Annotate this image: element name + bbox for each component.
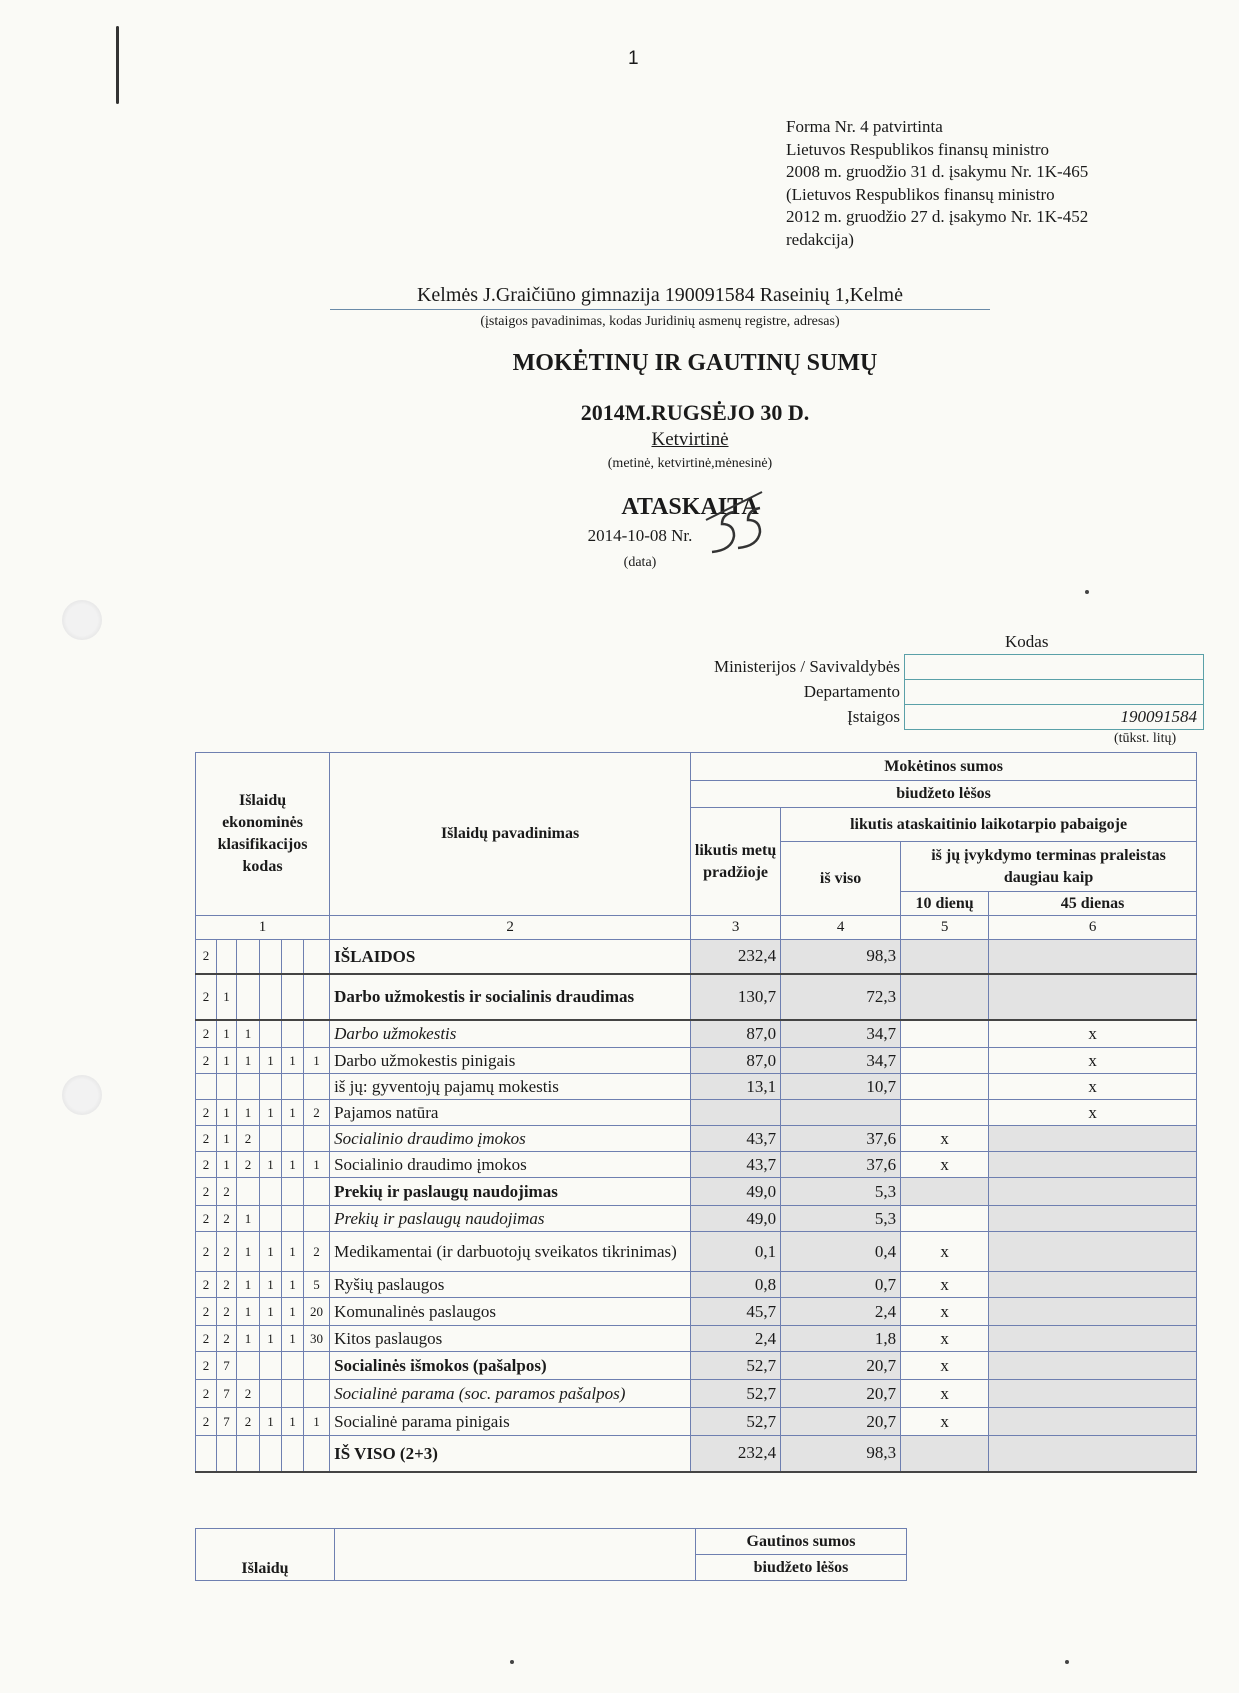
start-balance-cell: 130,7 — [691, 974, 781, 1020]
code-value — [905, 680, 1204, 705]
overdue-10-days-cell — [901, 1048, 989, 1074]
code-digit-cell — [304, 1206, 330, 1232]
code-value — [905, 655, 1204, 680]
code-value: 190091584 — [905, 705, 1204, 730]
expense-name-cell: Kitos paslaugos — [330, 1326, 691, 1352]
expense-name-cell: Socialinės išmokos (pašalpos) — [330, 1352, 691, 1380]
code-digit-cell: 2 — [217, 1298, 237, 1326]
code-digit-cell: 1 — [260, 1232, 282, 1272]
header-start: likutis metų pradžioje — [691, 808, 781, 916]
code-digit-cell — [217, 1436, 237, 1472]
header-name-empty — [335, 1529, 696, 1581]
code-digit-cell: 2 — [237, 1408, 260, 1436]
end-balance-cell: 98,3 — [781, 1436, 901, 1472]
code-digit-cell: 1 — [217, 1020, 237, 1048]
code-digit-cell: 2 — [217, 1232, 237, 1272]
code-digit-cell: 30 — [304, 1326, 330, 1352]
code-digit-cell: 20 — [304, 1298, 330, 1326]
code-digit-cell: 1 — [237, 1100, 260, 1126]
header-name: Išlaidų pavadinimas — [330, 753, 691, 916]
header-end: likutis ataskaitinio laikotarpio pabaigoje — [781, 808, 1197, 842]
end-balance-cell: 5,3 — [781, 1206, 901, 1232]
code-digit-cell: 2 — [196, 1100, 217, 1126]
start-balance-cell: 87,0 — [691, 1020, 781, 1048]
column-number: 2 — [330, 916, 691, 940]
overdue-45-days-cell: x — [989, 1100, 1197, 1126]
table-row — [196, 1126, 1197, 1152]
code-digit-cell: 2 — [196, 1206, 217, 1232]
period-caption: (metinė, ketvirtinė,mėnesinė) — [607, 456, 773, 471]
end-balance-cell: 34,7 — [781, 1048, 901, 1074]
code-digit-cell — [304, 1380, 330, 1408]
overdue-10-days-cell: x — [901, 1126, 989, 1152]
code-digit-cell: 1 — [260, 1326, 282, 1352]
code-digit-cell: 1 — [237, 1298, 260, 1326]
table-row — [196, 1048, 1197, 1074]
code-digit-cell — [260, 1178, 282, 1206]
overdue-45-days-cell — [989, 1380, 1197, 1408]
code-digit-cell: 1 — [282, 1152, 304, 1178]
header-budget: biudžeto lėšos — [691, 781, 1197, 808]
expense-name-cell: Medikamentai (ir darbuotojų sveikatos tikrinimas) — [330, 1232, 691, 1272]
table-row — [196, 1298, 1197, 1326]
code-digit-cell: 2 — [304, 1232, 330, 1272]
start-balance-cell: 49,0 — [691, 1178, 781, 1206]
code-digit-cell: 2 — [196, 1380, 217, 1408]
end-balance-cell: 20,7 — [781, 1380, 901, 1408]
end-balance-cell: 37,6 — [781, 1152, 901, 1178]
code-digit-cell: 1 — [260, 1100, 282, 1126]
code-digit-cell — [237, 1352, 260, 1380]
expense-name-cell: Socialinė parama (soc. paramos pašalpos) — [330, 1380, 691, 1408]
approval-line: Forma Nr. 4 patvirtinta — [786, 117, 943, 136]
table-row — [196, 940, 1197, 974]
code-digit-cell: 2 — [196, 1126, 217, 1152]
code-digit-cell — [304, 1074, 330, 1100]
table-row — [196, 1100, 1197, 1126]
code-digit-cell: 2 — [196, 1408, 217, 1436]
handwritten-number-signature — [704, 490, 774, 560]
code-label: Įstaigos — [847, 707, 900, 726]
table-row — [196, 1020, 1197, 1048]
code-digit-cell: 1 — [237, 1020, 260, 1048]
column-numbers-row — [196, 916, 1197, 940]
code-digit-cell: 1 — [260, 1152, 282, 1178]
institution-caption: (įstaigos pavadinimas, kodas Juridinių asmenų registre, adresas) — [480, 314, 840, 329]
start-balance-cell: 232,4 — [691, 940, 781, 974]
code-digit-cell: 2 — [196, 1272, 217, 1298]
code-digit-cell — [237, 1436, 260, 1472]
code-digit-cell: 1 — [304, 1048, 330, 1074]
column-number: 3 — [691, 916, 781, 940]
expense-name-cell: IŠ VISO (2+3) — [330, 1436, 691, 1472]
expense-name-cell: Socialinė parama pinigais — [330, 1408, 691, 1436]
overdue-10-days-cell — [901, 1100, 989, 1126]
code-digit-cell — [304, 1436, 330, 1472]
code-digit-cell — [282, 1352, 304, 1380]
column-number: 1 — [196, 916, 330, 940]
column-number: 4 — [781, 916, 901, 940]
column-number: 5 — [901, 916, 989, 940]
end-balance-cell: 98,3 — [781, 940, 901, 974]
end-balance-cell — [781, 1100, 901, 1126]
code-digit-cell — [282, 1206, 304, 1232]
code-digit-cell: 7 — [217, 1408, 237, 1436]
scan-speck — [1065, 1660, 1069, 1664]
table-row — [196, 1436, 1197, 1472]
end-balance-cell: 20,7 — [781, 1352, 901, 1380]
end-balance-cell: 10,7 — [781, 1074, 901, 1100]
start-balance-cell: 2,4 — [691, 1326, 781, 1352]
code-digit-cell: 1 — [237, 1272, 260, 1298]
code-digit-cell: 1 — [217, 1152, 237, 1178]
start-balance-cell: 43,7 — [691, 1126, 781, 1152]
code-digit-cell — [282, 974, 304, 1020]
code-digit-cell — [304, 1020, 330, 1048]
approval-note — [786, 116, 1088, 251]
code-digit-cell — [282, 1436, 304, 1472]
table-row — [196, 974, 1197, 1020]
code-digit-cell: 1 — [237, 1048, 260, 1074]
overdue-45-days-cell — [989, 1298, 1197, 1326]
code-digit-cell: 1 — [304, 1408, 330, 1436]
code-digit-cell: 7 — [217, 1380, 237, 1408]
code-digit-cell: 2 — [237, 1126, 260, 1152]
end-balance-cell: 0,7 — [781, 1272, 901, 1298]
code-digit-cell — [260, 1352, 282, 1380]
code-digit-cell — [260, 1380, 282, 1408]
header-10-days: 10 dienų — [901, 892, 989, 916]
overdue-45-days-cell — [989, 1232, 1197, 1272]
code-digit-cell: 2 — [196, 1178, 217, 1206]
overdue-45-days-cell — [989, 1126, 1197, 1152]
overdue-45-days-cell — [989, 1272, 1197, 1298]
overdue-10-days-cell: x — [901, 1352, 989, 1380]
code-digit-cell: 2 — [196, 1298, 217, 1326]
overdue-10-days-cell: x — [901, 1380, 989, 1408]
code-digit-cell: 1 — [217, 1048, 237, 1074]
overdue-10-days-cell — [901, 1020, 989, 1048]
payables-table — [195, 752, 1197, 1473]
header-overdue: iš jų įvykdymo terminas praleistas daugiau kaip — [901, 842, 1197, 892]
approval-line: redakcija) — [786, 229, 854, 249]
table-row — [196, 1380, 1197, 1408]
expense-name-cell: Socialinio draudimo įmokos — [330, 1152, 691, 1178]
code-digit-cell — [260, 1126, 282, 1152]
overdue-10-days-cell: x — [901, 1152, 989, 1178]
code-digit-cell: 2 — [196, 940, 217, 974]
code-digit-cell: 2 — [196, 1020, 217, 1048]
code-digit-cell: 2 — [237, 1152, 260, 1178]
code-digit-cell: 1 — [282, 1298, 304, 1326]
expense-name-cell: Komunalinės paslaugos — [330, 1298, 691, 1326]
overdue-10-days-cell: x — [901, 1232, 989, 1272]
code-digit-cell: 7 — [217, 1352, 237, 1380]
approval-line: (Lietuvos Respublikos finansų ministro — [786, 184, 1055, 204]
end-balance-cell: 72,3 — [781, 974, 901, 1020]
code-digit-cell — [260, 1074, 282, 1100]
start-balance-cell: 232,4 — [691, 1436, 781, 1472]
table-row — [196, 1152, 1197, 1178]
overdue-45-days-cell — [989, 1152, 1197, 1178]
code-digit-cell — [196, 1074, 217, 1100]
overdue-10-days-cell — [901, 1206, 989, 1232]
overdue-10-days-cell: x — [901, 1298, 989, 1326]
table-row — [196, 1408, 1197, 1436]
code-digit-cell — [282, 1126, 304, 1152]
overdue-10-days-cell: x — [901, 1272, 989, 1298]
end-balance-cell: 5,3 — [781, 1178, 901, 1206]
start-balance-cell: 52,7 — [691, 1352, 781, 1380]
codes-table — [560, 654, 1204, 730]
code-digit-cell — [237, 1074, 260, 1100]
code-digit-cell — [217, 940, 237, 974]
code-digit-cell: 1 — [217, 1126, 237, 1152]
code-label: Ministerijos / Savivaldybės — [713, 657, 900, 676]
table-row — [196, 1232, 1197, 1272]
units-note: (tūkst. litų) — [1114, 731, 1177, 746]
code-row — [560, 655, 1204, 680]
code-digit-cell: 1 — [217, 1100, 237, 1126]
start-balance-cell: 52,7 — [691, 1380, 781, 1408]
report-date-number: 2014-10-08 Nr. — [587, 526, 693, 545]
code-digit-cell: 2 — [196, 974, 217, 1020]
overdue-45-days-cell: x — [989, 1074, 1197, 1100]
code-digit-cell: 1 — [237, 1206, 260, 1232]
code-row — [560, 705, 1204, 730]
margin-mark — [116, 26, 119, 104]
end-balance-cell: 34,7 — [781, 1020, 901, 1048]
expense-name-cell: Ryšių paslaugos — [330, 1272, 691, 1298]
start-balance-cell: 0,8 — [691, 1272, 781, 1298]
page-number: 1 — [628, 48, 639, 69]
code-digit-cell — [217, 1074, 237, 1100]
code-digit-cell: 1 — [260, 1298, 282, 1326]
header-45-days: 45 dienas — [989, 892, 1197, 916]
institution-underline — [330, 309, 990, 310]
approval-line: Lietuvos Respublikos finansų ministro — [786, 139, 1050, 159]
code-digit-cell: 2 — [196, 1152, 217, 1178]
institution-name: Kelmės J.Graičiūno gimnazija 190091584 Raseinių 1,Kelmė — [416, 284, 903, 306]
code-digit-cell: 1 — [260, 1272, 282, 1298]
approval-line: 2008 m. gruodžio 31 d. įsakymu Nr. 1K-465 — [786, 162, 1089, 181]
start-balance-cell: 0,1 — [691, 1232, 781, 1272]
overdue-45-days-cell: x — [989, 1020, 1197, 1048]
header-budget: biudžeto lėšos — [696, 1555, 907, 1581]
codes-header: Kodas — [1005, 632, 1049, 651]
code-digit-cell — [304, 1352, 330, 1380]
header-payable: Mokėtinos sumos — [691, 753, 1197, 781]
end-balance-cell: 2,4 — [781, 1298, 901, 1326]
code-digit-cell: 2 — [196, 1326, 217, 1352]
period-value: Ketvirtinė — [651, 429, 729, 450]
code-digit-cell — [237, 974, 260, 1020]
table-row — [196, 1178, 1197, 1206]
code-digit-cell — [260, 974, 282, 1020]
code-label: Departamento — [803, 682, 900, 701]
code-digit-cell: 1 — [260, 1048, 282, 1074]
code-digit-cell: 5 — [304, 1272, 330, 1298]
punch-hole — [62, 600, 102, 640]
code-digit-cell: 2 — [196, 1048, 217, 1074]
code-digit-cell: 2 — [217, 1272, 237, 1298]
overdue-45-days-cell — [989, 940, 1197, 974]
code-digit-cell: 2 — [304, 1100, 330, 1126]
expense-name-cell: Darbo užmokestis — [330, 1020, 691, 1048]
expense-name-cell: Prekių ir paslaugų naudojimas — [330, 1206, 691, 1232]
expense-name-cell: Socialinio draudimo įmokos — [330, 1126, 691, 1152]
table-row — [196, 1206, 1197, 1232]
code-digit-cell: 2 — [217, 1326, 237, 1352]
code-digit-cell: 1 — [237, 1326, 260, 1352]
code-digit-cell — [304, 1178, 330, 1206]
code-digit-cell: 1 — [282, 1048, 304, 1074]
code-digit-cell — [260, 1206, 282, 1232]
code-digit-cell: 1 — [217, 974, 237, 1020]
start-balance-cell: 49,0 — [691, 1206, 781, 1232]
header-code: Išlaidų — [196, 1529, 335, 1581]
table-row — [196, 1326, 1197, 1352]
code-digit-cell: 1 — [282, 1326, 304, 1352]
code-digit-cell — [282, 1178, 304, 1206]
header-receivable: Gautinos sumos — [696, 1529, 907, 1555]
code-digit-cell — [196, 1436, 217, 1472]
expense-name-cell: IŠLAIDOS — [330, 940, 691, 974]
scan-speck — [510, 1660, 514, 1664]
expense-name-cell: Pajamos natūra — [330, 1100, 691, 1126]
code-digit-cell: 1 — [304, 1152, 330, 1178]
document-title: MOKĖTINŲ IR GAUTINŲ SUMŲ — [512, 350, 878, 376]
expense-name-cell: Prekių ir paslaugų naudojimas — [330, 1178, 691, 1206]
overdue-10-days-cell — [901, 940, 989, 974]
expense-name-cell: iš jų: gyventojų pajamų mokestis — [330, 1074, 691, 1100]
overdue-45-days-cell — [989, 974, 1197, 1020]
table-body — [196, 940, 1197, 1472]
overdue-10-days-cell — [901, 1074, 989, 1100]
overdue-10-days-cell — [901, 974, 989, 1020]
code-digit-cell — [282, 1020, 304, 1048]
header-code: Išlaidų ekonominės klasifikacijos kodas — [196, 753, 330, 916]
start-balance-cell: 87,0 — [691, 1048, 781, 1074]
overdue-10-days-cell: x — [901, 1326, 989, 1352]
code-digit-cell: 2 — [196, 1352, 217, 1380]
overdue-45-days-cell — [989, 1206, 1197, 1232]
code-digit-cell — [282, 940, 304, 974]
overdue-45-days-cell — [989, 1408, 1197, 1436]
header-total: iš viso — [781, 842, 901, 916]
code-digit-cell: 1 — [282, 1408, 304, 1436]
code-digit-cell: 1 — [282, 1232, 304, 1272]
code-digit-cell: 1 — [237, 1232, 260, 1272]
overdue-45-days-cell — [989, 1352, 1197, 1380]
table-row — [196, 1352, 1197, 1380]
overdue-45-days-cell — [989, 1436, 1197, 1472]
overdue-45-days-cell — [989, 1326, 1197, 1352]
code-digit-cell — [260, 1020, 282, 1048]
report-label: ATASKAITA — [621, 494, 759, 520]
overdue-10-days-cell: x — [901, 1408, 989, 1436]
code-digit-cell: 2 — [237, 1380, 260, 1408]
start-balance-cell: 43,7 — [691, 1152, 781, 1178]
start-balance-cell — [691, 1100, 781, 1126]
punch-hole — [62, 1075, 102, 1115]
receivables-table — [195, 1528, 907, 1581]
expense-name-cell: Darbo užmokestis pinigais — [330, 1048, 691, 1074]
end-balance-cell: 37,6 — [781, 1126, 901, 1152]
start-balance-cell: 13,1 — [691, 1074, 781, 1100]
start-balance-cell: 52,7 — [691, 1408, 781, 1436]
code-digit-cell: 2 — [196, 1232, 217, 1272]
code-digit-cell — [260, 940, 282, 974]
overdue-45-days-cell — [989, 1178, 1197, 1206]
scan-speck — [1085, 590, 1089, 594]
code-digit-cell — [237, 1178, 260, 1206]
code-digit-cell — [282, 1380, 304, 1408]
table-row — [196, 1272, 1197, 1298]
overdue-10-days-cell — [901, 1178, 989, 1206]
code-digit-cell — [304, 940, 330, 974]
end-balance-cell: 0,4 — [781, 1232, 901, 1272]
table-row — [196, 1074, 1197, 1100]
approval-line: 2012 m. gruodžio 27 d. įsakymo Nr. 1K-452 — [786, 207, 1089, 226]
start-balance-cell: 45,7 — [691, 1298, 781, 1326]
overdue-10-days-cell — [901, 1436, 989, 1472]
code-digit-cell — [282, 1074, 304, 1100]
end-balance-cell: 1,8 — [781, 1326, 901, 1352]
report-date-title: 2014M.RUGSĖJO 30 D. — [580, 400, 810, 425]
code-digit-cell — [304, 974, 330, 1020]
code-digit-cell: 1 — [282, 1100, 304, 1126]
code-digit-cell: 1 — [282, 1272, 304, 1298]
code-digit-cell: 2 — [217, 1206, 237, 1232]
code-digit-cell — [260, 1436, 282, 1472]
expense-name-cell: Darbo užmokestis ir socialinis draudimas — [330, 974, 691, 1020]
column-number: 6 — [989, 916, 1197, 940]
code-digit-cell: 1 — [260, 1408, 282, 1436]
code-row — [560, 680, 1204, 705]
end-balance-cell: 20,7 — [781, 1408, 901, 1436]
code-digit-cell: 2 — [217, 1178, 237, 1206]
date-caption: (data) — [623, 555, 657, 570]
code-digit-cell — [304, 1126, 330, 1152]
code-digit-cell — [237, 940, 260, 974]
overdue-45-days-cell: x — [989, 1048, 1197, 1074]
